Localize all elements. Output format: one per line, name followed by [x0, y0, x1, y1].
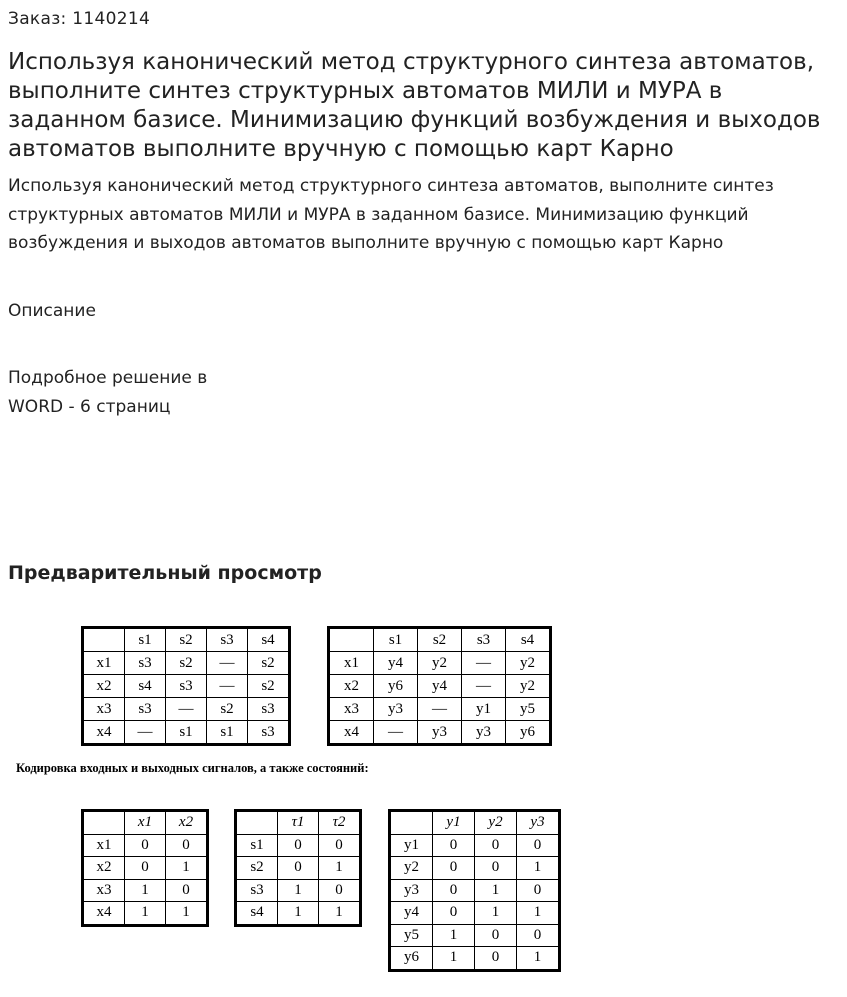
table-cell: 0	[517, 834, 560, 857]
table-header-row	[329, 628, 551, 652]
table-cell: 0	[433, 834, 475, 857]
table-cell: 1	[319, 857, 361, 880]
output-table	[327, 626, 552, 746]
table-cell: y5	[390, 924, 433, 947]
table-header-cell: s3	[207, 628, 248, 652]
table-cell: —	[418, 698, 462, 721]
table-cell: x4	[83, 721, 125, 745]
description-label: Описание	[8, 301, 96, 321]
table-header-cell: s2	[166, 628, 207, 652]
table-cell: —	[462, 652, 506, 675]
table-cell: 0	[166, 879, 208, 902]
table-row	[236, 879, 361, 902]
table-cell: y2	[506, 675, 551, 698]
table-header-cell: y2	[475, 811, 517, 835]
table-cell: x4	[83, 902, 125, 926]
table-cell: 0	[319, 879, 361, 902]
table-cell: s3	[125, 698, 166, 721]
table-cell: y1	[390, 834, 433, 857]
table-cell: —	[166, 698, 207, 721]
table-cell: 1	[166, 857, 208, 880]
table-header-cell: τ1	[278, 811, 319, 835]
table-cell: y2	[390, 857, 433, 880]
task-description: Используя канонический метод структурного синтеза автоматов, выполните синтез структурных автоматов МИЛИ и МУРА в заданном базисе. Минимизацию функций возбуждения и выходов автоматов выполните вручную с помощью карт Карно	[8, 176, 774, 253]
input-coding-table	[81, 809, 209, 927]
table-header-row	[83, 811, 208, 835]
table-cell: s2	[166, 652, 207, 675]
table-cell: 0	[475, 857, 517, 880]
table-cell: y6	[390, 947, 433, 971]
table-header-cell: s4	[506, 628, 551, 652]
table-header-cell: s4	[248, 628, 290, 652]
table-cell: 1	[125, 879, 166, 902]
table-cell: —	[207, 675, 248, 698]
table-row	[236, 902, 361, 926]
table-cell: s2	[236, 857, 278, 880]
table-cell: y3	[462, 721, 506, 745]
table-row	[83, 834, 208, 857]
table-cell: —	[125, 721, 166, 745]
table-cell: s4	[236, 902, 278, 926]
table-cell: y6	[374, 675, 418, 698]
table-cell: s1	[166, 721, 207, 745]
table-row	[236, 834, 361, 857]
table-cell: x3	[329, 698, 374, 721]
table-cell: s1	[207, 721, 248, 745]
table-cell: x4	[329, 721, 374, 745]
table-header-row	[236, 811, 361, 835]
solution-line: Подробное решение в	[8, 368, 208, 388]
solution-info	[8, 364, 207, 422]
table-cell: 1	[278, 879, 319, 902]
table-cell: 0	[319, 834, 361, 857]
table-cell: 0	[433, 902, 475, 925]
table-cell: —	[462, 675, 506, 698]
table-header-cell: s1	[374, 628, 418, 652]
table-cell: s1	[236, 834, 278, 857]
table-cell: 1	[433, 947, 475, 971]
table-cell: y3	[390, 879, 433, 902]
table-cell: 1	[125, 902, 166, 926]
table-cell: x1	[329, 652, 374, 675]
table-cell: s3	[125, 652, 166, 675]
table-cell: y6	[506, 721, 551, 745]
solution-line: WORD - 6 страниц	[8, 397, 171, 417]
table-header-cell: y3	[517, 811, 560, 835]
table-cell: y5	[506, 698, 551, 721]
table-cell: x3	[83, 698, 125, 721]
table-header-cell	[390, 811, 433, 835]
table-row	[329, 698, 551, 721]
table-header-row	[390, 811, 560, 835]
table-row	[390, 902, 560, 925]
table-cell: 1	[278, 902, 319, 926]
table-cell: 0	[278, 857, 319, 880]
table-cell: 1	[517, 857, 560, 880]
table-header-cell	[83, 811, 125, 835]
table-cell: x1	[83, 834, 125, 857]
table-row	[83, 675, 290, 698]
table-row	[390, 924, 560, 947]
table-cell: —	[374, 721, 418, 745]
table-cell: 1	[433, 924, 475, 947]
table-header-cell: s1	[125, 628, 166, 652]
table-cell: 1	[475, 879, 517, 902]
table-cell: 0	[475, 947, 517, 971]
table-cell: 0	[433, 857, 475, 880]
table-row	[83, 652, 290, 675]
table-cell: x1	[83, 652, 125, 675]
table-cell: y4	[374, 652, 418, 675]
table-row	[390, 834, 560, 857]
table-cell: 1	[166, 902, 208, 926]
table-cell: 0	[517, 924, 560, 947]
table-cell: 1	[517, 902, 560, 925]
table-row	[83, 879, 208, 902]
table-cell: y4	[418, 675, 462, 698]
table-cell: 0	[278, 834, 319, 857]
transition-table	[81, 626, 291, 746]
table-row	[83, 857, 208, 880]
table-cell: s4	[125, 675, 166, 698]
table-row	[329, 721, 551, 745]
table-row	[390, 947, 560, 971]
table-cell: 0	[166, 834, 208, 857]
table-cell: 0	[125, 834, 166, 857]
table-row	[390, 879, 560, 902]
table-header-cell: x1	[125, 811, 166, 835]
table-row	[329, 652, 551, 675]
table-header-cell: s3	[462, 628, 506, 652]
table-cell: s3	[248, 721, 290, 745]
table-cell: —	[207, 652, 248, 675]
output-coding-table	[388, 809, 561, 972]
table-cell: y3	[418, 721, 462, 745]
table-header-cell: y1	[433, 811, 475, 835]
table-cell: y2	[506, 652, 551, 675]
table-cell: x2	[83, 675, 125, 698]
table-cell: y2	[418, 652, 462, 675]
coding-caption: Кодировка входных и выходных сигналов, а также состояний:	[16, 761, 369, 775]
table-cell: y4	[390, 902, 433, 925]
table-row	[83, 902, 208, 926]
table-header-row	[83, 628, 290, 652]
table-header-cell: s2	[418, 628, 462, 652]
table-cell: 1	[319, 902, 361, 926]
table-header-cell	[329, 628, 374, 652]
table-header-cell: x2	[166, 811, 208, 835]
table-row	[83, 721, 290, 745]
table-header-cell: τ2	[319, 811, 361, 835]
table-cell: x2	[329, 675, 374, 698]
table-cell: y3	[374, 698, 418, 721]
page-title: Используя канонический метод структурного синтеза автоматов, выполните синтез структурных автоматов МИЛИ и МУРА в заданном базисе. Минимизацию функций возбуждения и выходов автоматов выполните вручную с помощью карт Карно	[8, 49, 821, 162]
table-cell: y1	[462, 698, 506, 721]
table-cell: s3	[236, 879, 278, 902]
state-coding-table	[234, 809, 362, 927]
table-cell: 1	[475, 902, 517, 925]
table-cell: x2	[83, 857, 125, 880]
table-header-cell	[83, 628, 125, 652]
table-cell: 1	[517, 947, 560, 971]
table-cell: 0	[125, 857, 166, 880]
table-cell: x3	[83, 879, 125, 902]
table-header-cell	[236, 811, 278, 835]
table-row	[390, 857, 560, 880]
table-cell: 0	[475, 834, 517, 857]
order-number: Заказ: 1140214	[8, 9, 151, 29]
table-cell: 0	[475, 924, 517, 947]
table-cell: 0	[517, 879, 560, 902]
table-row	[329, 675, 551, 698]
table-cell: s2	[248, 675, 290, 698]
table-cell: s2	[207, 698, 248, 721]
preview-heading: Предварительный просмотр	[8, 562, 322, 584]
table-row	[236, 857, 361, 880]
table-cell: s2	[248, 652, 290, 675]
table-row	[83, 698, 290, 721]
table-cell: s3	[166, 675, 207, 698]
table-cell: 0	[433, 879, 475, 902]
table-cell: s3	[248, 698, 290, 721]
